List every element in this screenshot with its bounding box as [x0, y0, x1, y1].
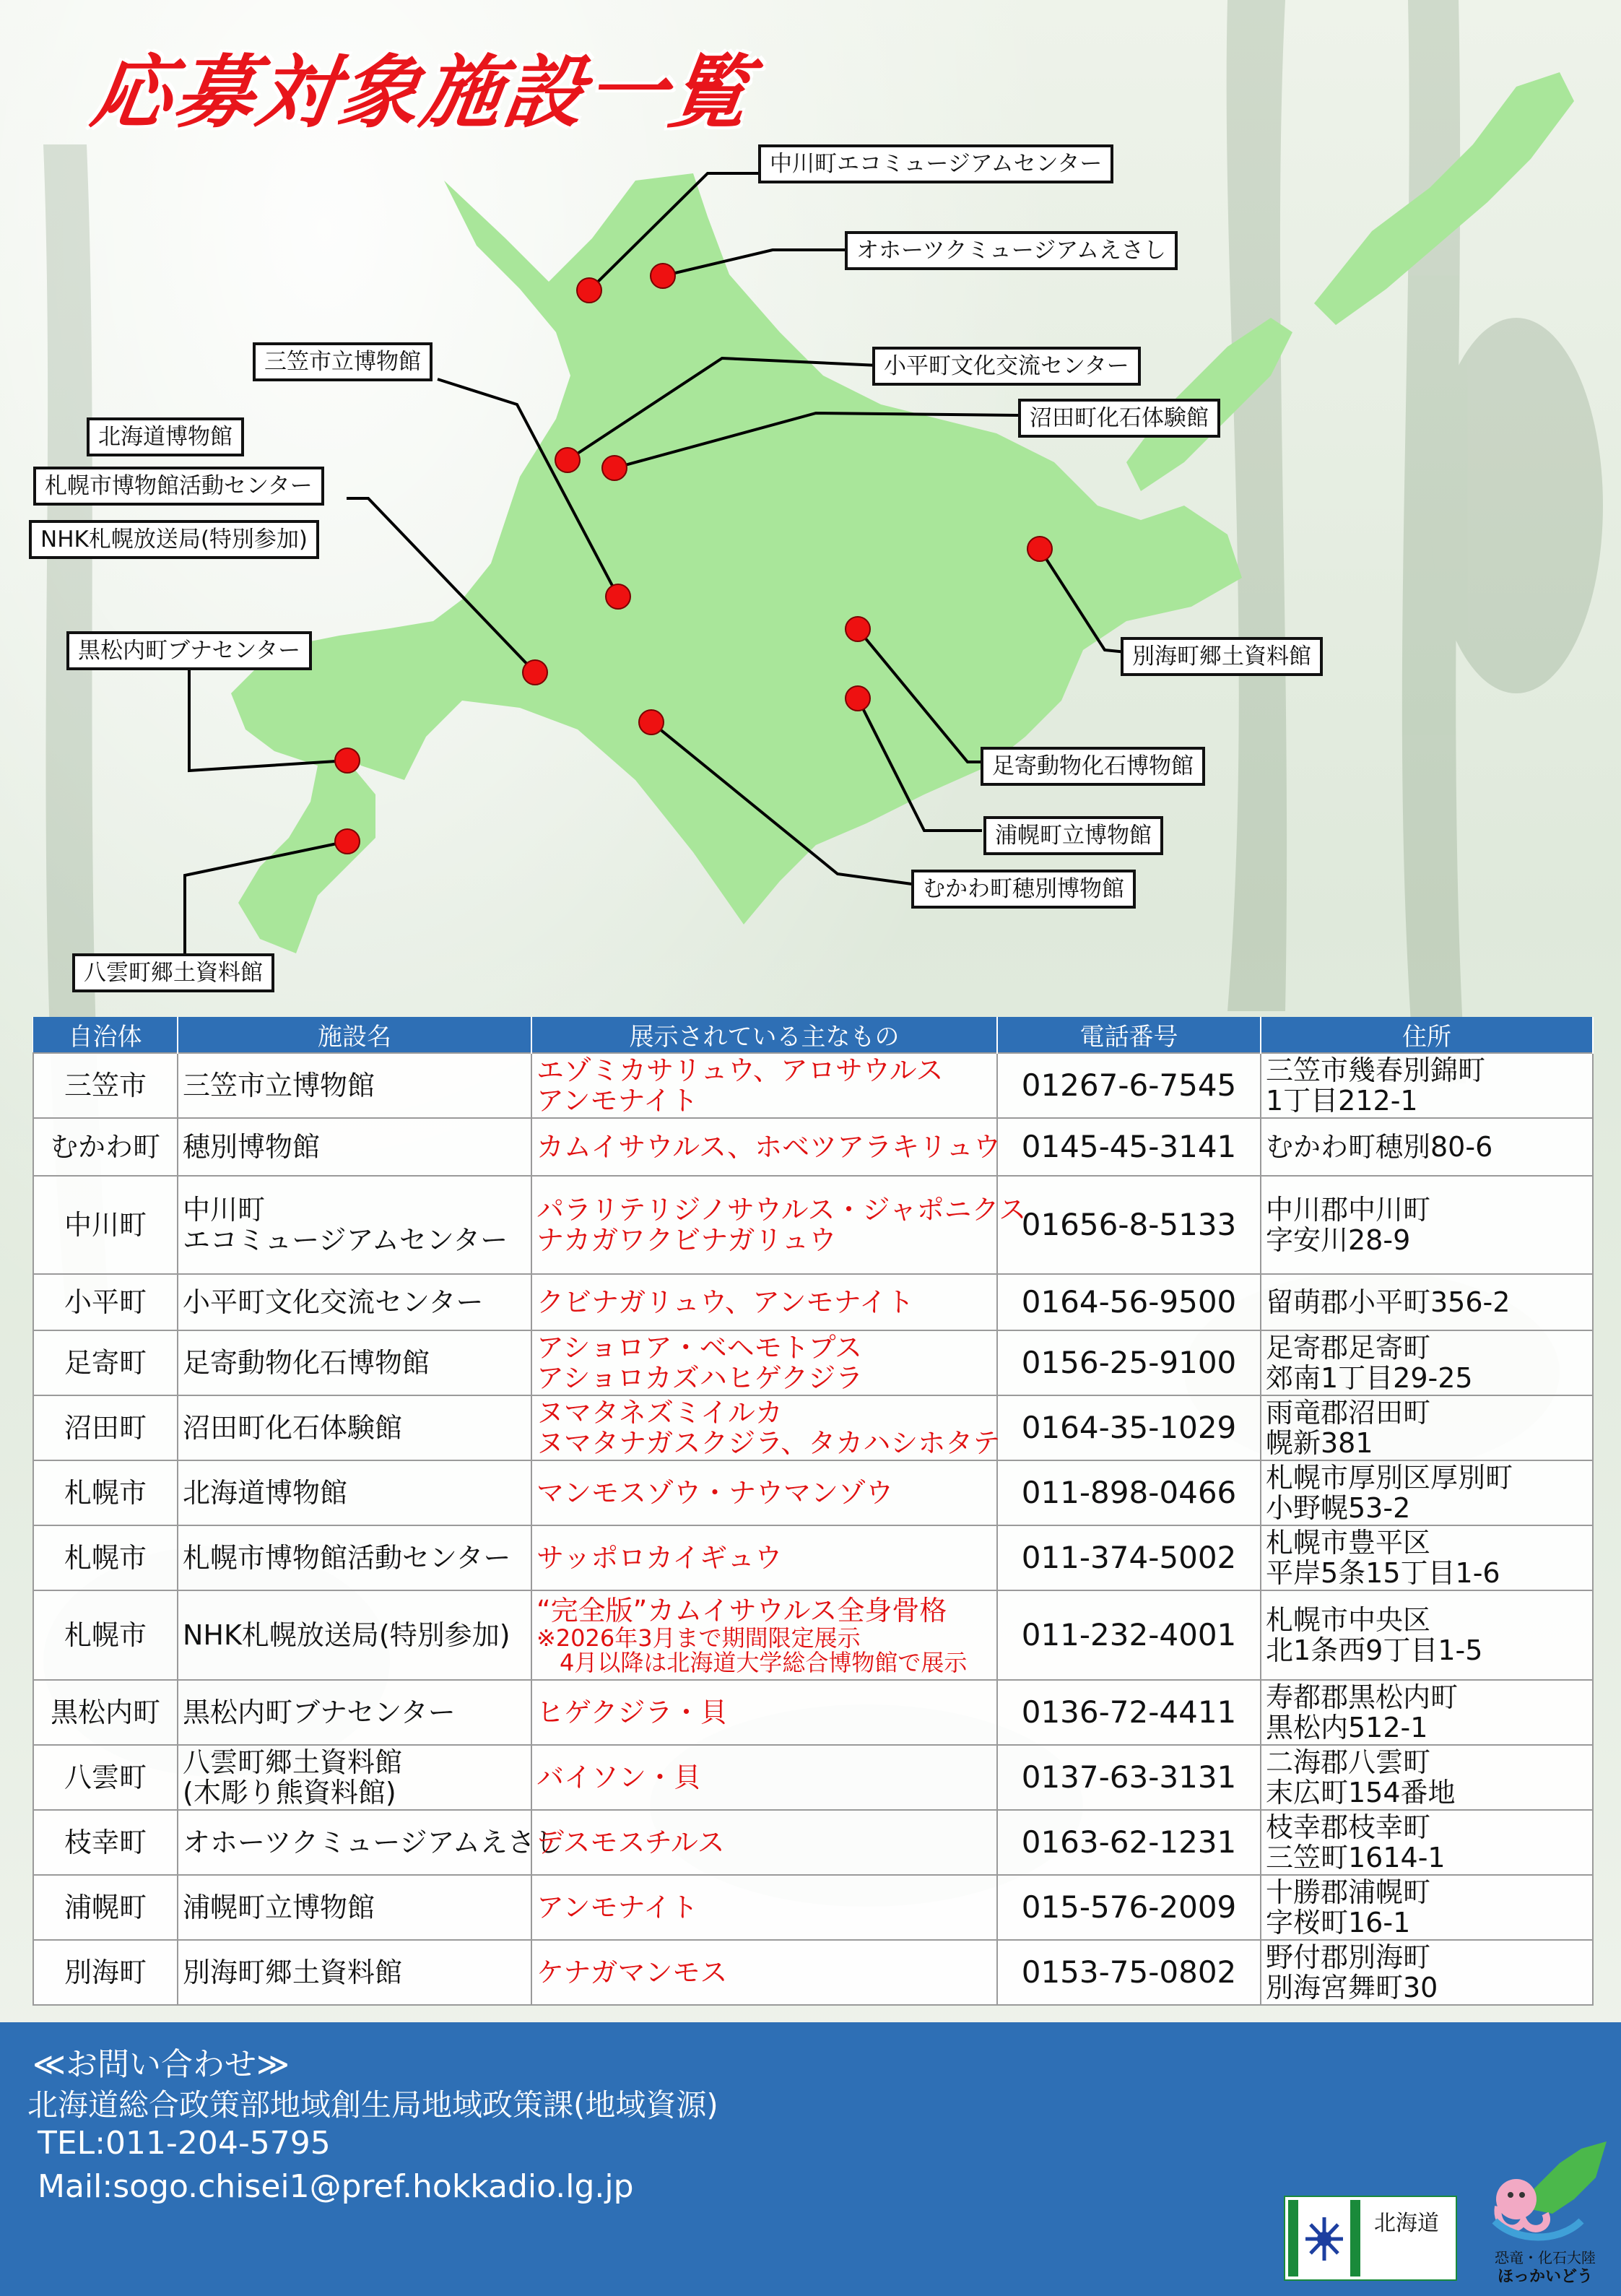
- address-line: 留萌郡小平町356-2: [1266, 1286, 1511, 1318]
- cell-exhibits: [531, 1395, 1001, 1460]
- contact-mail: Mail:sogo.chisei1@pref.hokkadio.lg.jp: [38, 2168, 634, 2205]
- exhibit-note: ※2026年3月まで期間限定展示: [536, 1624, 861, 1652]
- cell-address: [1261, 1274, 1593, 1330]
- table-row: [33, 1395, 1593, 1460]
- cell-phone: 01267-6-7545: [997, 1053, 1261, 1118]
- cell-address: [1261, 1053, 1593, 1118]
- cell-exhibits: [531, 1176, 1027, 1274]
- marker-mikasa: [606, 584, 630, 609]
- exhibit-line: デスモスチルス: [536, 1827, 725, 1858]
- cell-facility: [178, 1810, 562, 1875]
- cell-exhibits: [531, 1940, 997, 2005]
- address-line: 足寄郡足寄町: [1266, 1332, 1431, 1364]
- cell-phone: 0153-75-0802: [997, 1940, 1261, 2005]
- map-label-nhk: NHK札幌放送局(特別参加): [29, 520, 319, 559]
- cell-municipality: 黒松内町: [33, 1680, 178, 1745]
- cell-municipality: 浦幌町: [33, 1875, 178, 1940]
- exhibit-line: バイソン・貝: [536, 1762, 702, 1793]
- table-row: [33, 1590, 1593, 1680]
- header-address: 住所: [1261, 1017, 1593, 1053]
- cell-phone: 0156-25-9100: [997, 1330, 1261, 1395]
- exhibit-note: 4月以降は北海道大学総合博物館で展示: [536, 1649, 968, 1676]
- cell-municipality: 沼田町: [33, 1395, 178, 1460]
- address-line: 末広町154番地: [1266, 1777, 1456, 1808]
- facility-line: 足寄動物化石博物館: [183, 1347, 430, 1379]
- cell-address: [1261, 1395, 1593, 1460]
- marker-betsukai: [1027, 537, 1052, 561]
- table-header-row: [33, 1017, 1593, 1053]
- mascot-caption-2: ほっかいどう: [1497, 2268, 1594, 2286]
- cell-municipality: 三笠市: [33, 1053, 178, 1118]
- mascot-logo: [1473, 2120, 1617, 2286]
- map-label-kuromatsunai: 黒松内町ブナセンター: [66, 631, 312, 670]
- cell-address: [1261, 1875, 1593, 1940]
- cell-facility: [178, 1460, 531, 1525]
- exhibit-line: ヌマタナガスクジラ、タカハシホタテ: [536, 1427, 1001, 1459]
- cell-facility: [178, 1330, 531, 1395]
- facility-line: 浦幌町立博物館: [183, 1892, 375, 1923]
- facility-line: 黒松内町ブナセンター: [183, 1697, 456, 1728]
- table-row: [33, 1745, 1593, 1810]
- cell-facility: [178, 1745, 531, 1810]
- address-line: 字桜町16-1: [1266, 1907, 1411, 1938]
- header-exhibits: 展示されている主なもの: [531, 1017, 997, 1053]
- address-line: 三笠市幾春別錦町: [1266, 1054, 1486, 1086]
- address-line: 雨竜郡沼田町: [1266, 1397, 1431, 1429]
- address-line: 札幌市豊平区: [1266, 1527, 1431, 1559]
- marker-kuromatsunai: [335, 748, 360, 773]
- map-label-yakumo: 八雲町郷土資料館: [72, 953, 274, 992]
- table-row: [33, 1460, 1593, 1525]
- address-line: 黒松内512-1: [1266, 1712, 1428, 1743]
- facility-line: 北海道博物館: [183, 1477, 348, 1509]
- table-row: [33, 1875, 1593, 1940]
- facility-line: 中川町: [183, 1194, 266, 1226]
- exhibit-line: アンモナイト: [536, 1892, 698, 1923]
- table-row: [33, 1053, 1593, 1118]
- exhibit-line: アショロア・ベヘモトプス: [536, 1332, 863, 1364]
- cell-facility: [178, 1176, 531, 1274]
- cell-municipality: 足寄町: [33, 1330, 178, 1395]
- cell-facility: [178, 1875, 531, 1940]
- marker-nakagawa: [577, 278, 601, 303]
- cell-facility: [178, 1680, 531, 1745]
- address-line: 枝幸郡枝幸町: [1266, 1811, 1431, 1843]
- exhibit-line: カムイサウルス、ホベツアラキリュウ: [536, 1131, 1001, 1163]
- cell-facility: [178, 1118, 531, 1176]
- address-line: 札幌市中央区: [1266, 1604, 1431, 1636]
- marker-numata: [602, 456, 627, 480]
- facility-line: 穂別博物館: [183, 1131, 321, 1163]
- cell-address: [1261, 1810, 1593, 1875]
- facility-line: 沼田町化石体験館: [183, 1412, 403, 1444]
- exhibit-line: マンモスゾウ・ナウマンゾウ: [536, 1477, 894, 1509]
- header-facility: 施設名: [178, 1017, 531, 1053]
- address-line: 寿都郡黒松内町: [1266, 1681, 1459, 1713]
- facility-line: 三笠市立博物館: [183, 1070, 375, 1101]
- address-line: 札幌市厚別区厚別町: [1266, 1462, 1513, 1494]
- exhibit-line: ナカガワクビナガリュウ: [536, 1224, 837, 1256]
- header-phone: 電話番号: [997, 1017, 1261, 1053]
- map-label-numata: 沼田町化石体験館: [1018, 399, 1220, 438]
- address-line: 幌新381: [1266, 1427, 1373, 1459]
- address-line: むかわ町穂別80-6: [1266, 1131, 1493, 1163]
- marker-mukawa: [639, 710, 664, 735]
- cell-municipality: 札幌市: [33, 1460, 178, 1525]
- page-title: 応募対象施設一覧: [86, 46, 758, 139]
- cell-municipality: 札幌市: [33, 1590, 178, 1680]
- address-line: 小野幌53-2: [1266, 1492, 1411, 1524]
- cell-phone: 0145-45-3141: [997, 1118, 1261, 1176]
- cell-facility: [178, 1940, 531, 2005]
- cell-address: [1261, 1680, 1593, 1745]
- mascot-caption-1: 恐竜・化石大陸: [1495, 2249, 1596, 2266]
- map-label-betsukai: 別海町郷土資料館: [1121, 637, 1323, 676]
- address-line: 二海郡八雲町: [1266, 1746, 1431, 1778]
- table-row: [33, 1274, 1593, 1330]
- cell-facility: [178, 1590, 531, 1680]
- exhibit-line: ケナガマンモス: [536, 1957, 728, 1988]
- cell-phone: 011-374-5002: [997, 1525, 1261, 1590]
- facilities-table: [32, 1017, 1594, 2006]
- cell-address: [1261, 1460, 1593, 1525]
- exhibit-line: エゾミカサリュウ、アロサウルス: [536, 1054, 944, 1086]
- map-label-obira: 小平町文化交流センター: [872, 347, 1141, 386]
- address-line: 北1条西9丁目1-5: [1266, 1634, 1483, 1666]
- hokkaido-pref-logo: [1284, 2196, 1457, 2281]
- exhibit-line: パラリテリジノサウルス・ジャポニクス: [536, 1194, 1027, 1226]
- cell-municipality: 別海町: [33, 1940, 178, 2005]
- cell-address: [1261, 1330, 1593, 1395]
- table-row: [33, 1810, 1593, 1875]
- cell-facility: [178, 1395, 531, 1460]
- cell-exhibits: [531, 1525, 997, 1590]
- map-label-mukawa: むかわ町穂別博物館: [911, 870, 1136, 909]
- address-line: 郊南1丁目29-25: [1266, 1362, 1473, 1394]
- cell-exhibits: [531, 1810, 997, 1875]
- facility-line: (木彫り熊資料館): [183, 1777, 396, 1808]
- header-municipality: 自治体: [33, 1017, 178, 1053]
- cell-exhibits: [531, 1274, 997, 1330]
- cell-facility: [178, 1274, 531, 1330]
- table-row: [33, 1940, 1593, 2005]
- address-line: 三笠町1614-1: [1266, 1842, 1446, 1873]
- facility-line: 八雲町郷土資料館: [183, 1746, 403, 1778]
- exhibit-line: ヒゲクジラ・貝: [536, 1697, 728, 1728]
- address-line: 1丁目212-1: [1266, 1085, 1418, 1117]
- marker-obira: [555, 448, 580, 472]
- cell-address: [1261, 1590, 1593, 1680]
- table-row: [33, 1176, 1593, 1274]
- facility-line: オホーツクミュージアムえさし: [183, 1827, 562, 1858]
- cell-phone: 0164-35-1029: [997, 1395, 1261, 1460]
- contact-tel: TEL:011-204-5795: [38, 2125, 331, 2162]
- cell-address: [1261, 1176, 1593, 1274]
- address-line: 別海宮舞町30: [1266, 1972, 1438, 2003]
- exhibit-line: アショロカズハヒゲクジラ: [536, 1362, 864, 1394]
- cell-exhibits: [531, 1745, 997, 1810]
- cell-municipality: 枝幸町: [33, 1810, 178, 1875]
- cell-address: [1261, 1745, 1593, 1810]
- address-line: 中川郡中川町: [1266, 1194, 1431, 1226]
- marker-esashi: [651, 264, 675, 288]
- facility-line: 小平町文化交流センター: [183, 1286, 484, 1318]
- cell-exhibits: [531, 1053, 997, 1118]
- cell-phone: 01656-8-5133: [997, 1176, 1261, 1274]
- cell-address: [1261, 1118, 1593, 1176]
- cell-phone: 0136-72-4411: [997, 1680, 1261, 1745]
- map-label-nakagawa: 中川町エコミュージアムセンター: [758, 144, 1113, 183]
- map-label-urahoro: 浦幌町立博物館: [983, 816, 1163, 855]
- table-row: [33, 1680, 1593, 1745]
- table-row: [33, 1118, 1593, 1176]
- facility-line: NHK札幌放送局(特別参加): [183, 1619, 510, 1651]
- address-line: 字安川28-9: [1266, 1224, 1411, 1256]
- cell-exhibits: [531, 1875, 997, 1940]
- marker-ashoro: [846, 617, 870, 641]
- map-label-sapporo: 札幌市博物館活動センター: [33, 467, 324, 506]
- exhibit-line: ヌマタネズミイルカ: [536, 1397, 783, 1429]
- marker-sapporo: [523, 660, 547, 685]
- pref-logo-text: 北海道: [1374, 2211, 1439, 2236]
- table-row: [33, 1525, 1593, 1590]
- cell-exhibits: [531, 1460, 997, 1525]
- map-label-esashi: オホーツクミュージアムえさし: [845, 231, 1178, 270]
- marker-yakumo: [335, 829, 360, 854]
- cell-exhibits: [531, 1330, 997, 1395]
- contact-heading: ≪お問い合わせ≫: [32, 2046, 290, 2083]
- exhibit-line: サッポロカイギュウ: [536, 1542, 783, 1574]
- marker-urahoro: [846, 686, 870, 711]
- map-label-mikasa: 三笠市立博物館: [253, 342, 433, 381]
- contact-department: 北海道総合政策部地域創生局地域政策課(地域資源): [27, 2087, 718, 2123]
- map-label-ashoro: 足寄動物化石博物館: [981, 747, 1205, 786]
- cell-municipality: むかわ町: [33, 1118, 178, 1176]
- exhibit-line: クビナガリュウ、アンモナイト: [536, 1286, 914, 1318]
- cell-phone: 015-576-2009: [997, 1875, 1261, 1940]
- cell-exhibits: [531, 1590, 997, 1680]
- cell-phone: 0137-63-3131: [997, 1745, 1261, 1810]
- cell-municipality: 中川町: [33, 1176, 178, 1274]
- facility-line: 別海町郷土資料館: [183, 1957, 403, 1988]
- cell-municipality: 小平町: [33, 1274, 178, 1330]
- cell-phone: 011-898-0466: [997, 1460, 1261, 1525]
- cell-municipality: 札幌市: [33, 1525, 178, 1590]
- cell-exhibits: [531, 1680, 997, 1745]
- table-row: [33, 1330, 1593, 1395]
- cell-exhibits: [531, 1118, 1001, 1176]
- cell-phone: 011-232-4001: [997, 1590, 1261, 1680]
- cell-address: [1261, 1940, 1593, 2005]
- exhibit-line: “完全版”カムイサウルス全身骨格: [536, 1595, 947, 1626]
- address-line: 野付郡別海町: [1266, 1941, 1431, 1973]
- address-line: 平岸5条15丁目1-6: [1266, 1557, 1500, 1589]
- exhibit-line: アンモナイト: [536, 1085, 698, 1117]
- cell-facility: [178, 1525, 531, 1590]
- map-label-hokkaido: 北海道博物館: [87, 417, 244, 456]
- facility-line: 札幌市博物館活動センター: [183, 1542, 511, 1574]
- cell-phone: 0163-62-1231: [997, 1810, 1261, 1875]
- cell-facility: [178, 1053, 531, 1118]
- cell-address: [1261, 1525, 1593, 1590]
- table-body: [33, 1053, 1593, 2005]
- cell-municipality: 八雲町: [33, 1745, 178, 1810]
- facility-line: エコミュージアムセンター: [183, 1224, 508, 1256]
- cell-phone: 0164-56-9500: [997, 1274, 1261, 1330]
- address-line: 十勝郡浦幌町: [1266, 1876, 1431, 1908]
